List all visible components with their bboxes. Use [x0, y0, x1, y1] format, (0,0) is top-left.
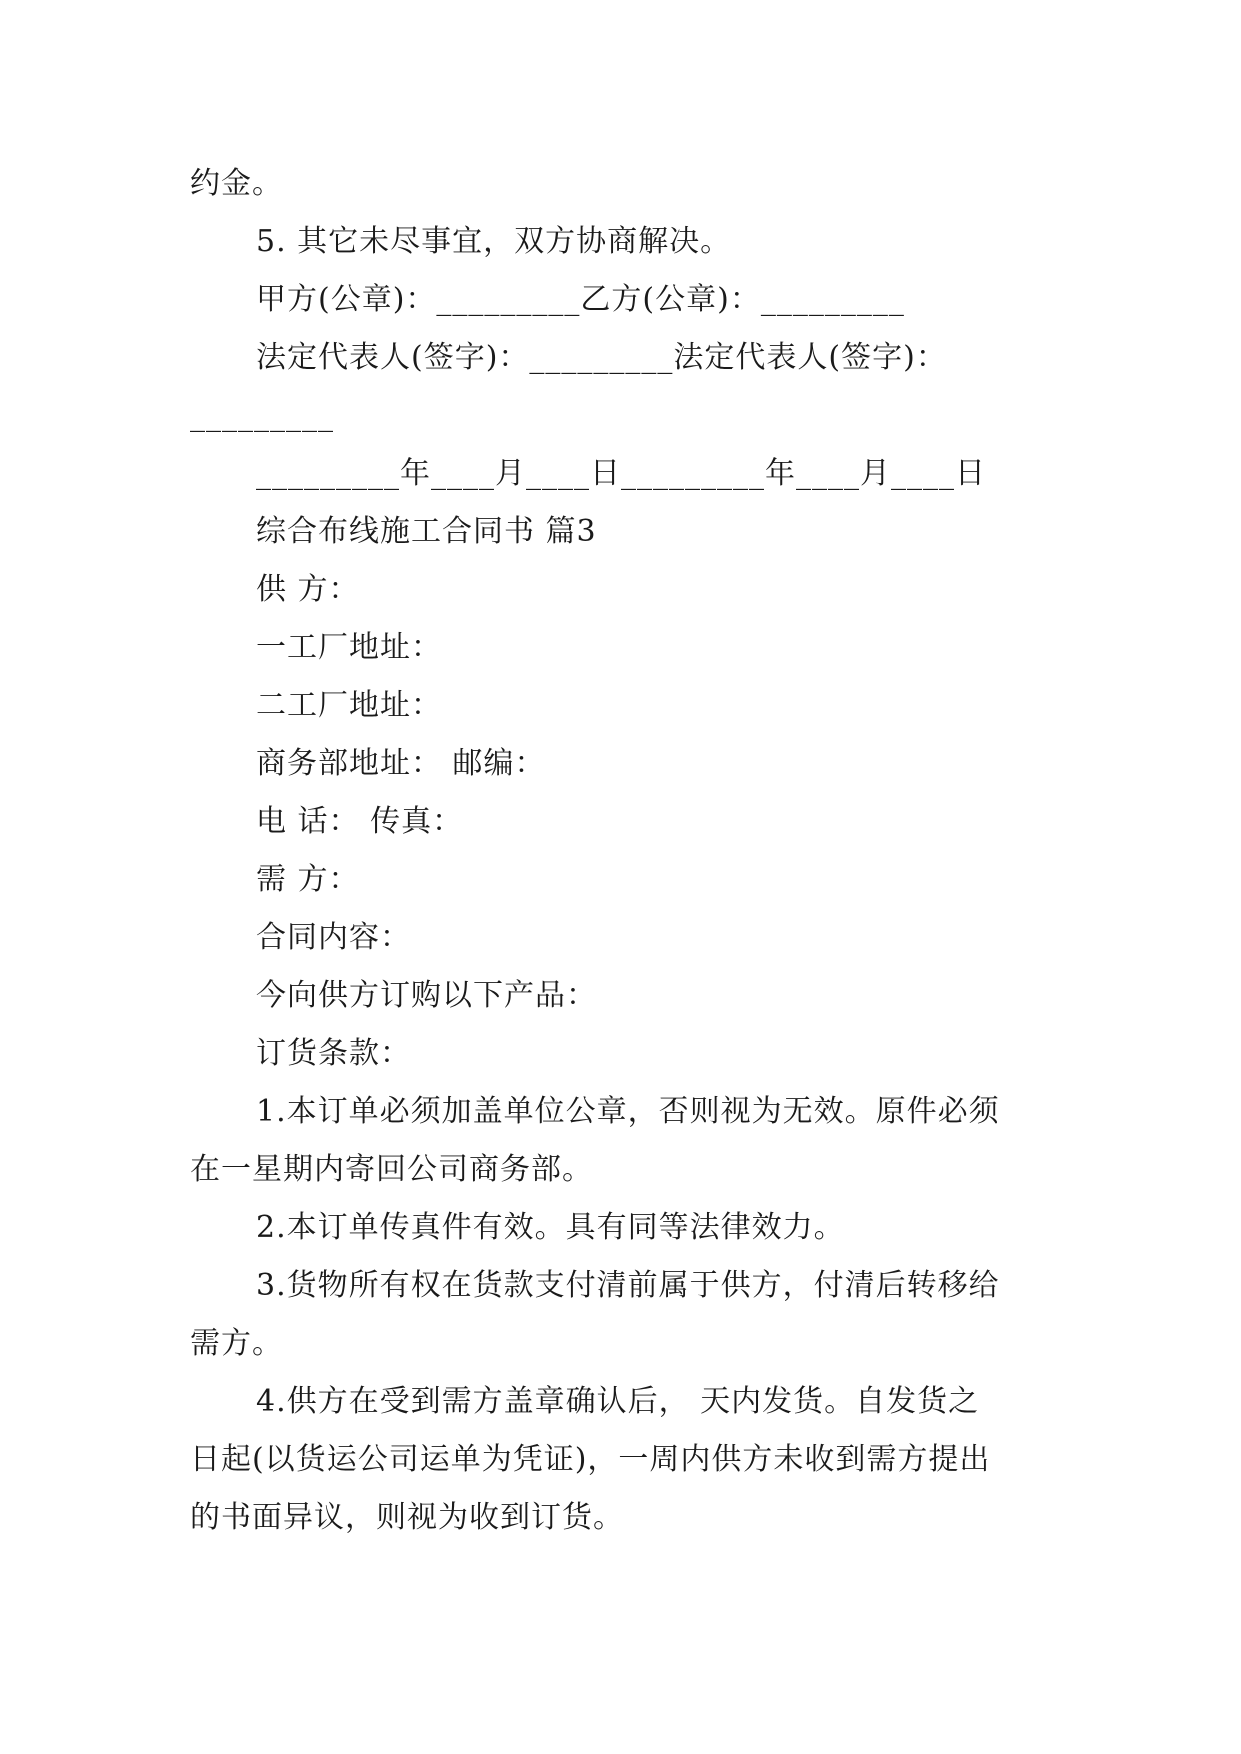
signature-line-legal-rep: 法定代表人(签字)：_________法定代表人(签字)：: [256, 340, 947, 375]
text-line: 一工厂地址：: [256, 630, 442, 665]
text-line: 商务部地址： 邮编：: [256, 746, 546, 781]
date-line: _________年____月____日_________年____月____日: [256, 456, 986, 491]
clause-1: 1.本订单必须加盖单位公章，否则视为无效。原件必须: [256, 1094, 1000, 1129]
text-line: 约金。: [190, 166, 283, 201]
signature-blank: _________: [190, 398, 334, 433]
text-line: 订货条款：: [256, 1036, 411, 1071]
signature-line-party-stamp: 甲方(公章)：_________乙方(公章)：_________: [256, 282, 905, 317]
clause-1-cont: 在一星期内寄回公司商务部。: [190, 1152, 593, 1187]
text-line: 电 话： 传真：: [256, 804, 464, 839]
text-line: 5. 其它未尽事宜，双方协商解决。: [256, 224, 732, 259]
clause-2: 2.本订单传真件有效。具有同等法律效力。: [256, 1210, 845, 1245]
text-line: 需 方：: [256, 862, 360, 897]
clause-3: 3.货物所有权在货款支付清前属于供方，付清后转移给: [256, 1268, 1000, 1303]
text-line: 今向供方订购以下产品：: [256, 978, 597, 1013]
text-line: 合同内容：: [256, 920, 411, 955]
clause-3-cont: 需方。: [190, 1326, 283, 1361]
section-title: 综合布线施工合同书 篇3: [256, 514, 597, 549]
text-line: 二工厂地址：: [256, 688, 442, 723]
clause-4-cont: 日起(以货运公司运单为凭证)，一周内供方未收到需方提出: [190, 1442, 991, 1477]
clause-4: 4.供方在受到需方盖章确认后， 天内发货。自发货之: [256, 1384, 980, 1419]
clause-4-cont: 的书面异议，则视为收到订货。: [190, 1500, 624, 1535]
text-line: 供 方：: [256, 572, 360, 607]
